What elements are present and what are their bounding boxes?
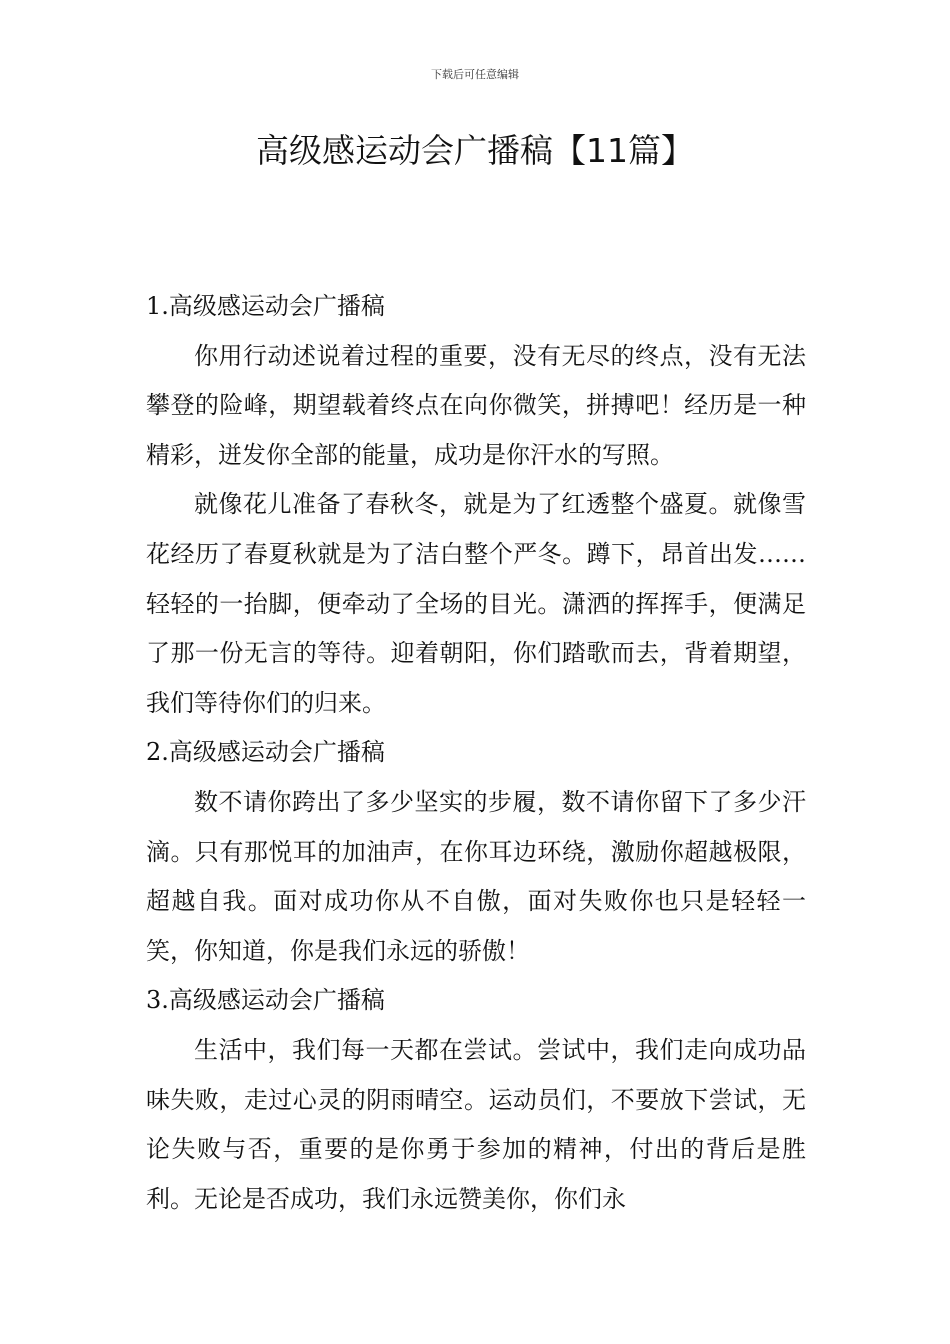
section-3: [146, 976, 806, 1224]
section-1: [146, 282, 806, 728]
section-heading: 2.高级感运动会广播稿: [146, 738, 385, 767]
paragraph: 就像花儿准备了春秋冬，就是为了红透整个盛夏。就像雪花经历了春夏秋就是为了洁白整个严冬。蹲下，昂首出发……轻轻的一抬脚，便牵动了全场的目光。潇洒的挥挥手，便满足了那一份无言的等待。迎着朝阳，你们踏歌而去，背着期望，我们等待你们的归来。: [146, 490, 806, 717]
paragraph: 数不请你跨出了多少坚实的步履，数不请你留下了多少汗滴。只有那悦耳的加油声，在你耳边环绕，激励你超越极限，超越自我。面对成功你从不自傲，面对失败你也只是轻轻一笑，你知道，你是我们永远的骄傲！: [146, 787, 806, 965]
section-2: [146, 728, 806, 976]
paragraph: 生活中，我们每一天都在尝试。尝试中，我们走向成功品味失败，走过心灵的阴雨晴空。运动员们，不要放下尝试，无论失败与否，重要的是你勇于参加的精神，付出的背后是胜利。无论是否成功，我们永远赞美你，你们永: [146, 1035, 806, 1213]
document-title: 高级感运动会广播稿【11篇】: [256, 131, 694, 170]
paragraph: 你用行动述说着过程的重要，没有无尽的终点，没有无法攀登的险峰，期望载着终点在向你微笑，拼搏吧！经历是一种精彩，迸发你全部的能量，成功是你汗水的写照。: [146, 341, 806, 469]
document-body: [146, 282, 806, 1224]
section-heading: 3.高级感运动会广播稿: [146, 986, 385, 1015]
section-heading: 1.高级感运动会广播稿: [146, 292, 385, 320]
header-note: 下载后可任意编辑: [431, 68, 519, 81]
